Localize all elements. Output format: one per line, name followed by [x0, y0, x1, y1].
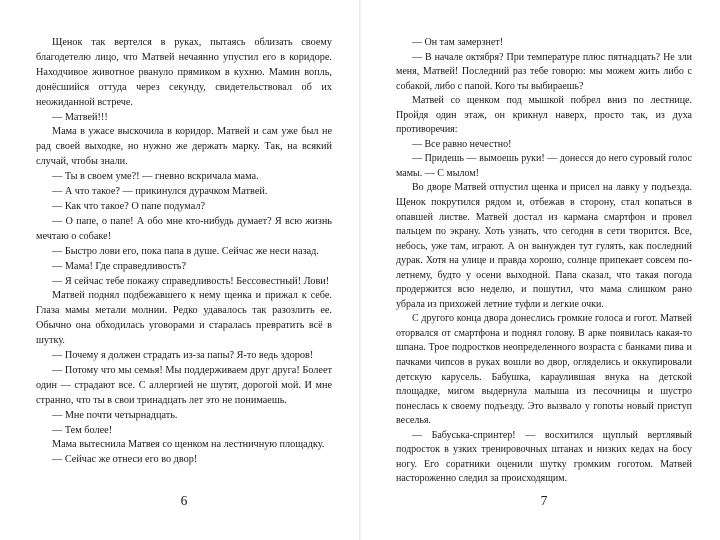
paragraph: Во дворе Матвей отпустил щенка и присел на лавку у подъезда. Щенок покрутился рядом и, отбежав в сторону, стал копаться в опавшей листве. Матвей достал из кармана смартфон и провел пальцем по экрану. Хоть узнать, что сегодня в сети творится. Все, небось, уже там, играют. А он вынужден тут гулять, как последний дурак. Хотя на улице и правда хорошо, солнце припекает совсем по-летнему, будто у осени выходной. Папа сказал, что такая погода продержится всю неделю, и пошутил, что мама слишком рано убрала из прихожей летние туфли и легкие очки. — [396, 182, 692, 310]
paragraph: — Быстро лови его, пока папа в душе. Сейчас же неси назад. — [52, 245, 319, 257]
paragraph: — Бабуська-спринтер! — восхитился щуплый вертлявый подросток в узких тренировочных штанах и низких кедах на босу ногу. Его соратники оценили шутку громким гоготом. Матвей настороженно следил за происходящим. — [396, 429, 692, 485]
paragraph: Матвей поднял подбежавшего к нему щенка и прижал к себе. Глаза мамы метали молнии. Редко удавалось так разозлить ее. Обычно она обходилась уговорами и старалась превратить всё в шутку. — [36, 290, 332, 347]
paragraph: Мама вытеснила Матвея со щенком на лестничную площадку. — [52, 439, 325, 451]
paragraph: Матвей со щенком под мышкой побрел вниз по лестнице. Пройдя один этаж, он крикнул наверх, просто так, из духа противоречия: — [396, 95, 692, 136]
paragraph: — Тем более! — [52, 424, 113, 436]
page-number-left: 6 — [180, 493, 188, 508]
paragraph: — Сейчас же отнеси его во двор! — [52, 454, 198, 466]
paragraph: С другого конца двора донеслись громкие голоса и гогот. Матвей оторвался от смартфона и поднял голову. В арке появилась какая-то шпана. Трое подростков неопределенного возраста с банками пива и пачками чипсов в руках вошли во двор, огляделись и оккупировали детскую карусель. Бабушка, караулившая внука на детской площадке, мигом выдернула малыша из песочницы и шустро понеслась к своему подъезду. Это вызвало у гопоты новый приступ веселья. — [396, 313, 692, 427]
paragraph: Щенок так вертелся в руках, пытаясь облизать своему благодетелю лицо, что Матвей нечаянно упустил его в коридоре. Находчивое животное рвануло прямиком в кухню. Мамин вопль, донёсшийся оттуда через секунду, свидетельствовал об их неожиданной встрече. — [36, 37, 332, 108]
left-page — [36, 36, 332, 468]
paragraph: — О папе, о папе! А обо мне кто-нибудь думает? Я всю жизнь мечтаю о собаке! — [36, 215, 332, 242]
page-number-right: 7 — [540, 493, 548, 508]
paragraph: — А что такое? — прикинулся дурачком Матвей. — [52, 186, 268, 198]
paragraph: — Я сейчас тебе покажу справедливость! Бессовестный! Лови! — [52, 275, 330, 287]
paragraph: — В начале октября? При температуре плюс пятнадцать? Не зли меня, Матвей! Последний раз тебе говорю: мы можем жить либо с собакой, либо с папой. Кого ты выбираешь? — [396, 51, 692, 92]
paragraph: — Матвей!!! — [52, 111, 108, 123]
paragraph: Мама в ужасе выскочила в коридор. Матвей и сам уже был не рад своей выходке, но нужно же держать марку. Так, на всякий случай, чтобы знали. — [36, 126, 332, 168]
right-page — [396, 36, 692, 487]
paragraph: — Потому что мы семья! Мы поддерживаем друг друга! Болеет один — страдают все. С аллергией не шутят, дорогой мой. И мне странно, что ты в свои тринадцать лет это не понимаешь. — [36, 364, 332, 406]
right-page-text — [396, 36, 692, 487]
paragraph: — Все равно нечестно! — [412, 138, 512, 150]
paragraph: — Ты в своем уме?! — гневно вскричала мама. — [52, 171, 259, 183]
paragraph: — Мне почти четырнадцать. — [52, 409, 178, 421]
book-gutter — [359, 0, 361, 540]
paragraph: — Придешь — вымоешь руки! — донесся до него суровый голос мамы. — С мылом! — [396, 153, 692, 179]
paragraph: — Он там замерзнет! — [412, 37, 504, 48]
left-page-text — [36, 36, 332, 468]
paragraph: — Почему я должен страдать из-за папы? Я-то ведь здоров! — [52, 350, 314, 362]
paragraph: — Как что такое? О папе подумал? — [52, 200, 206, 212]
paragraph: — Мама! Где справедливость? — [52, 260, 187, 272]
